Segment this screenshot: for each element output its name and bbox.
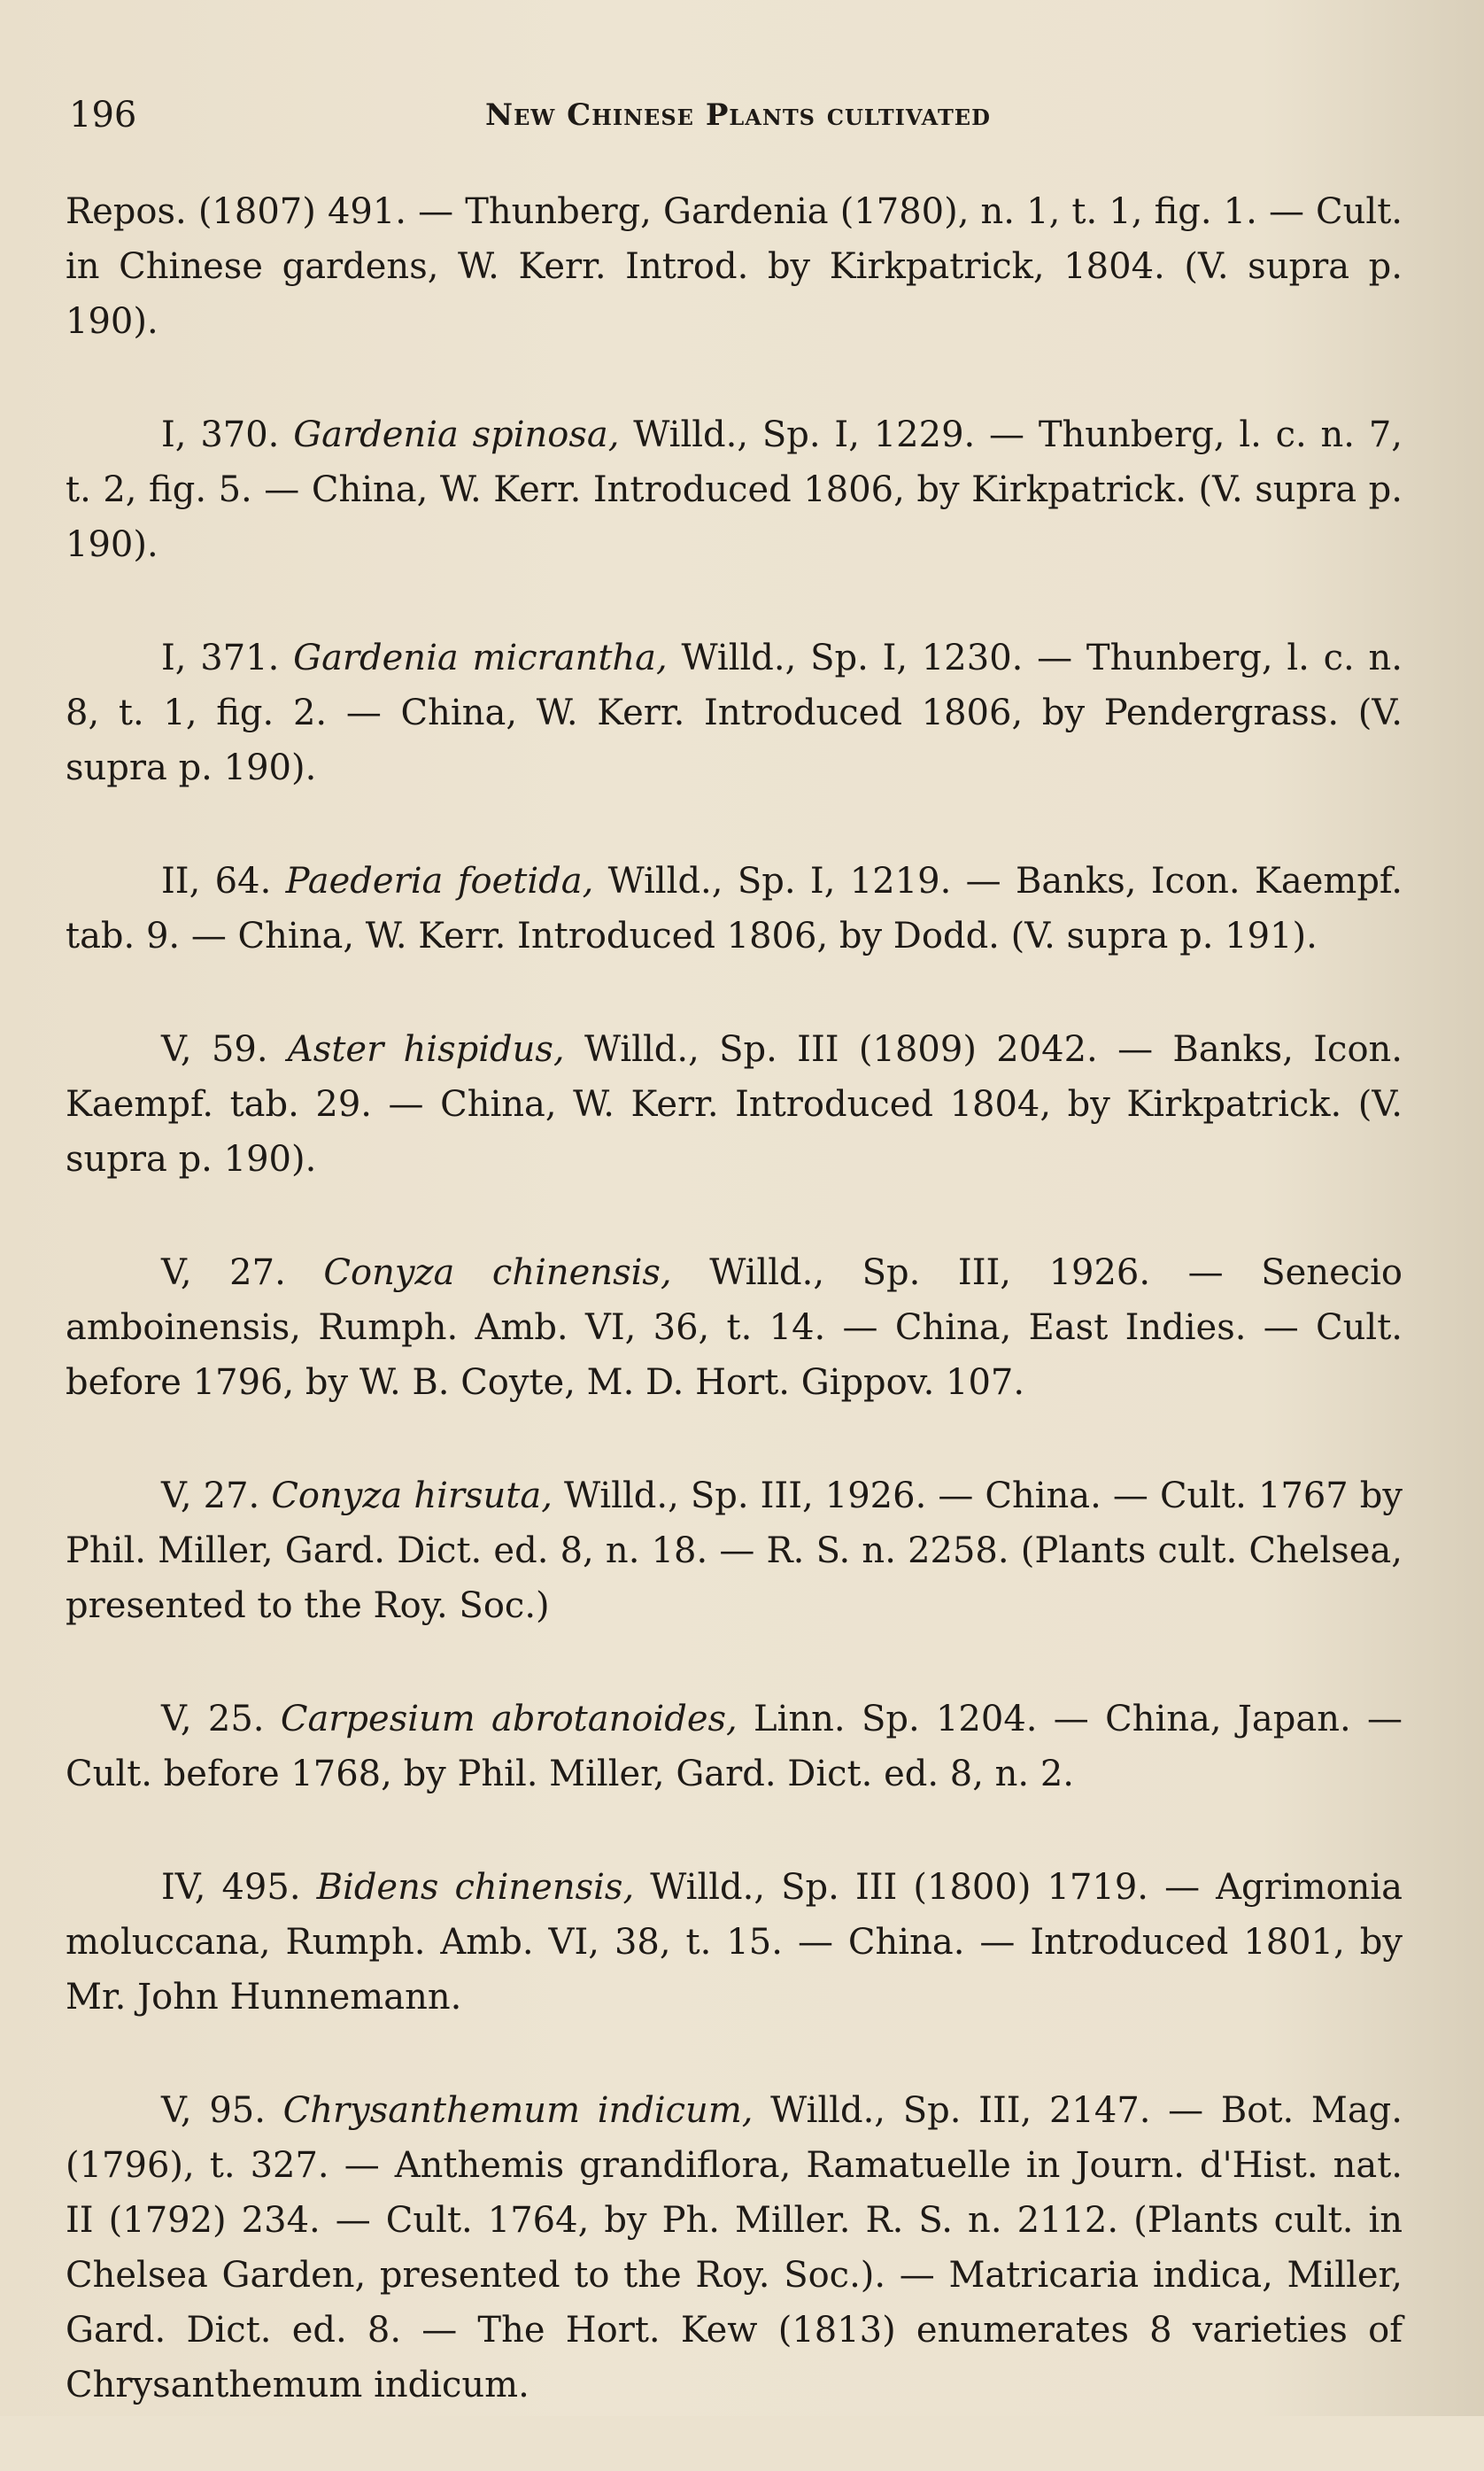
entry-conyza-chinensis: V, 27. Conyza chinensis, Willd., Sp. III, 1926. — Senecio amboinensis, Rumph. Amb. VI, 36, t. 14. — China, East Indies. — Cult. before 1796, by W. B. Coyte, M. D. Hort. Gippov. 107. — [66, 1252, 1403, 1403]
species-name: Conyza hirsuta, — [271, 1476, 553, 1516]
entry-chrysanthemum-indicum: V, 95. Chrysanthemum indicum, Willd., Sp. III, 2147. — Bot. Mag. (1796), t. 327. — Anthemis grandiflora, Ramatuelle in Journ. d'Hist. nat. II (1792) 234. — Cult. 1764, by Ph. Miller. R. S. n. 2112. (Plants cult. in Chelsea Garden, presented to the Roy. Soc.). — Matricaria indica, Miller, Gard. Dict. ed. 8. — The Hort. Kew (1813) enumerates 8 varieties of Chrysanthemum indicum. — [66, 2090, 1403, 2405]
species-name: Gardenia micrantha, — [293, 638, 668, 678]
entry-bidens-chinensis: IV, 495. Bidens chinensis, Willd., Sp. III (1800) 1719. — Agrimonia moluccana, Rumph. Amb. VI, 38, t. 15. — China. — Introduced 1801, by Mr. John Hunnemann. — [66, 1867, 1403, 2018]
entry-gardenia-micrantha: I, 371. Gardenia micrantha, Willd., Sp. I, 1230. — Thunberg, l. c. n. 8, t. 1, fig. 2. — China, W. Kerr. Introduced 1806, by Pendergrass. (V. supra p. 190). — [66, 638, 1403, 788]
page-body — [66, 184, 1403, 2471]
species-name: Aster hispidus, — [287, 1029, 565, 1070]
page-header — [69, 90, 1415, 140]
species-name: Gardenia spinosa, — [293, 414, 620, 455]
entry-aster-hispidus: V, 59. Aster hispidus, Willd., Sp. III (1809) 2042. — Banks, Icon. Kaempf. tab. 29. — China, W. Kerr. Introduced 1804, by Kirkpatrick. (V. supra p. 190). — [66, 1029, 1403, 1180]
entry-continuation: Repos. (1807) 491. — Thunberg, Gardenia (1780), n. 1, t. 1, fig. 1. — Cult. in Chinese gardens, W. Kerr. Introd. by Kirkpatrick, 1804. (V. supra p. 190). — [66, 191, 1403, 342]
page-number: 196 — [69, 95, 137, 136]
entry-paederia-foetida: II, 64. Paederia foetida, Willd., Sp. I, 1219. — Banks, Icon. Kaempf. tab. 9. — China, W. Kerr. Introduced 1806, by Dodd. (V. supra p. 191). — [66, 861, 1403, 957]
species-name: Chrysanthemum indicum, — [282, 2090, 754, 2131]
species-name: Carpesium abrotanoides, — [280, 1699, 738, 1739]
entry-gardenia-spinosa: I, 370. Gardenia spinosa, Willd., Sp. I, 1229. — Thunberg, l. c. n. 7, t. 2, fig. 5. — China, W. Kerr. Introduced 1806, by Kirkpatrick. (V. supra p. 190). — [66, 414, 1403, 565]
entry-carpesium-abrotanoides: V, 25. Carpesium abrotanoides, Linn. Sp. 1204. — China, Japan. — Cult. before 1768, by Phil. Miller, Gard. Dict. ed. 8, n. 2. — [66, 1699, 1403, 1794]
species-name: Bidens chinensis, — [316, 1867, 635, 1908]
species-name: Paederia foetida, — [285, 861, 594, 902]
species-name: Conyza chinensis, — [323, 1252, 672, 1293]
entry-conyza-hirsuta: V, 27. Conyza hirsuta, Willd., Sp. III, 1926. — China. — Cult. 1767 by Phil. Miller, Gard. Dict. ed. 8, n. 18. — R. S. n. 2258. (Plants cult. Chelsea, presented to the Roy. Soc.) — [66, 1476, 1403, 1626]
running-title: New Chinese Plants cultivated — [485, 97, 991, 133]
